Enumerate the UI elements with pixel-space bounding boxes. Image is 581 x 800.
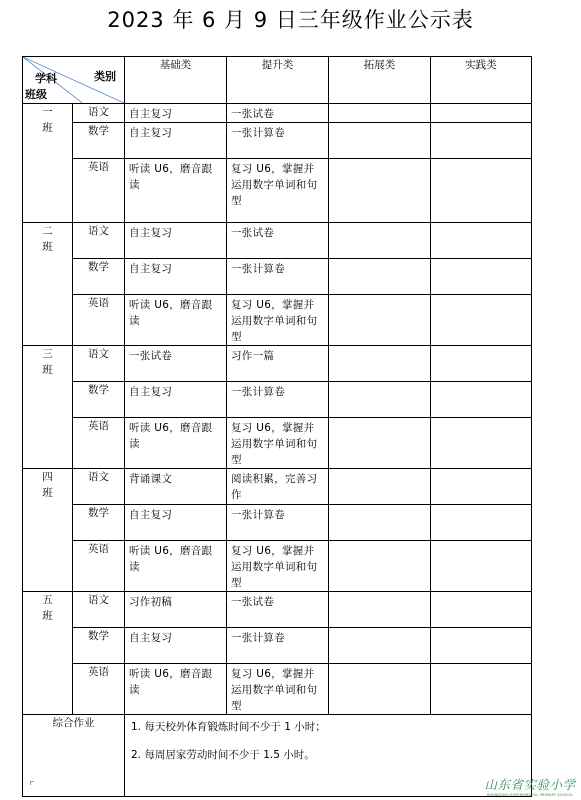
- basic-cell: 一张试卷: [125, 346, 227, 382]
- basic-cell: 自主复习: [125, 104, 227, 123]
- table-row: [23, 541, 532, 592]
- practice-cell: [431, 469, 532, 505]
- class-name-cell: [23, 469, 73, 592]
- table-body: [23, 104, 532, 715]
- basic-cell: 自主复习: [125, 628, 227, 664]
- basic-cell: 自主复习: [125, 382, 227, 418]
- table-row: [23, 418, 532, 469]
- basic-cell: 自主复习: [125, 505, 227, 541]
- practice-cell: [431, 295, 532, 346]
- table-row: [23, 346, 532, 382]
- practice-cell: [431, 541, 532, 592]
- table-row: [23, 664, 532, 715]
- subject-cell: 数学: [73, 382, 125, 418]
- summary-item: 1. 每天校外体育锻炼时间不少于 1 小时；: [131, 721, 326, 733]
- advance-cell: 一张计算卷: [227, 505, 329, 541]
- subject-cell: 英语: [73, 664, 125, 715]
- table-row: [23, 159, 532, 223]
- advance-cell: 一张计算卷: [227, 382, 329, 418]
- column-header-advance: 提升类: [227, 57, 329, 104]
- diagonal-header-cell: [23, 57, 125, 104]
- subject-cell: 语文: [73, 592, 125, 628]
- table-row: [23, 104, 532, 123]
- practice-cell: [431, 104, 532, 123]
- school-logo-english: SHANDONG EXPERIMENTAL PRIMARY SCHOOL: [486, 793, 574, 797]
- subject-cell: 数学: [73, 259, 125, 295]
- summary-item: 2. 每周居家劳动时间不少于 1.5 小时。: [131, 749, 315, 761]
- table-row: [23, 295, 532, 346]
- header-subject-label: 学科: [35, 72, 57, 85]
- extend-cell: [329, 123, 431, 159]
- subject-cell: 英语: [73, 541, 125, 592]
- extend-cell: [329, 382, 431, 418]
- basic-cell: 自主复习: [125, 223, 227, 259]
- subject-cell: 英语: [73, 159, 125, 223]
- subject-cell: 语文: [73, 104, 125, 123]
- advance-cell: 习作一篇: [227, 346, 329, 382]
- table-row: [23, 223, 532, 259]
- extend-cell: [329, 505, 431, 541]
- practice-cell: [431, 418, 532, 469]
- summary-content: [125, 715, 532, 797]
- table-row: [23, 382, 532, 418]
- school-logo-name: 山东省实验小学: [484, 777, 576, 792]
- practice-cell: [431, 382, 532, 418]
- header-class-label: 班级: [25, 88, 47, 101]
- basic-cell: 听读 U6，磨音跟读: [125, 418, 227, 469]
- class-name-cell: [23, 104, 73, 223]
- extend-cell: [329, 346, 431, 382]
- table-row: [23, 505, 532, 541]
- table-row: [23, 469, 532, 505]
- practice-cell: [431, 159, 532, 223]
- class-name-cell: [23, 223, 73, 346]
- advance-cell: 复习 U6，掌握并运用数字单词和句型: [227, 418, 329, 469]
- practice-cell: [431, 664, 532, 715]
- practice-cell: [431, 259, 532, 295]
- subject-cell: 语文: [73, 223, 125, 259]
- practice-cell: [431, 505, 532, 541]
- subject-cell: 语文: [73, 346, 125, 382]
- basic-cell: 习作初稿: [125, 592, 227, 628]
- subject-cell: 数学: [73, 505, 125, 541]
- subject-cell: 数学: [73, 123, 125, 159]
- class-name: 四班: [42, 471, 53, 499]
- basic-cell: 听读 U6，磨音跟读: [125, 541, 227, 592]
- practice-cell: [431, 592, 532, 628]
- advance-cell: 复习 U6，掌握并运用数字单词和句型: [227, 541, 329, 592]
- extend-cell: [329, 418, 431, 469]
- extend-cell: [329, 259, 431, 295]
- header-type-label: 类别: [94, 70, 116, 83]
- advance-cell: 一张试卷: [227, 223, 329, 259]
- basic-cell: 听读 U6，磨音跟读: [125, 664, 227, 715]
- basic-cell: 自主复习: [125, 123, 227, 159]
- class-name: 五班: [42, 594, 53, 622]
- basic-cell: 听读 U6，磨音跟读: [125, 295, 227, 346]
- column-header-extend: 拓展类: [329, 57, 431, 104]
- practice-cell: [431, 123, 532, 159]
- advance-cell: 一张计算卷: [227, 628, 329, 664]
- basic-cell: 自主复习: [125, 259, 227, 295]
- extend-cell: [329, 295, 431, 346]
- extend-cell: [329, 628, 431, 664]
- subject-cell: 英语: [73, 418, 125, 469]
- column-header-practice: 实践类: [431, 57, 532, 104]
- advance-cell: 阅读积累，完善习作: [227, 469, 329, 505]
- practice-cell: [431, 628, 532, 664]
- practice-cell: [431, 346, 532, 382]
- extend-cell: [329, 469, 431, 505]
- advance-cell: 一张计算卷: [227, 123, 329, 159]
- homework-table: [22, 56, 532, 797]
- subject-cell: 英语: [73, 295, 125, 346]
- basic-cell: 背诵课文: [125, 469, 227, 505]
- extend-cell: [329, 104, 431, 123]
- school-logo: [484, 775, 576, 797]
- table-row: [23, 259, 532, 295]
- extend-cell: [329, 664, 431, 715]
- table-row: [23, 592, 532, 628]
- page-title: 2023 年 6 月 9 日三年级作业公示表: [107, 8, 474, 32]
- extend-cell: [329, 159, 431, 223]
- header-row: [23, 57, 532, 104]
- class-name-cell: [23, 346, 73, 469]
- advance-cell: 一张试卷: [227, 104, 329, 123]
- advance-cell: 复习 U6，掌握并运用数字单词和句型: [227, 664, 329, 715]
- page-corner-mark: [30, 781, 34, 785]
- subject-cell: 语文: [73, 469, 125, 505]
- table-row: [23, 123, 532, 159]
- advance-cell: 一张计算卷: [227, 259, 329, 295]
- extend-cell: [329, 223, 431, 259]
- summary-row: [23, 715, 532, 797]
- class-name: 三班: [42, 348, 53, 376]
- advance-cell: 复习 U6，掌握并运用数字单词和句型: [227, 159, 329, 223]
- extend-cell: [329, 541, 431, 592]
- advance-cell: 一张试卷: [227, 592, 329, 628]
- advance-cell: 复习 U6，掌握并运用数字单词和句型: [227, 295, 329, 346]
- class-name-cell: [23, 592, 73, 715]
- practice-cell: [431, 223, 532, 259]
- summary-label: 综合作业: [23, 715, 125, 797]
- column-header-basic: 基础类: [125, 57, 227, 104]
- class-name: 一班: [42, 106, 53, 134]
- extend-cell: [329, 592, 431, 628]
- subject-cell: 数学: [73, 628, 125, 664]
- class-name: 二班: [42, 225, 53, 253]
- basic-cell: 听读 U6，磨音跟读: [125, 159, 227, 223]
- table-row: [23, 628, 532, 664]
